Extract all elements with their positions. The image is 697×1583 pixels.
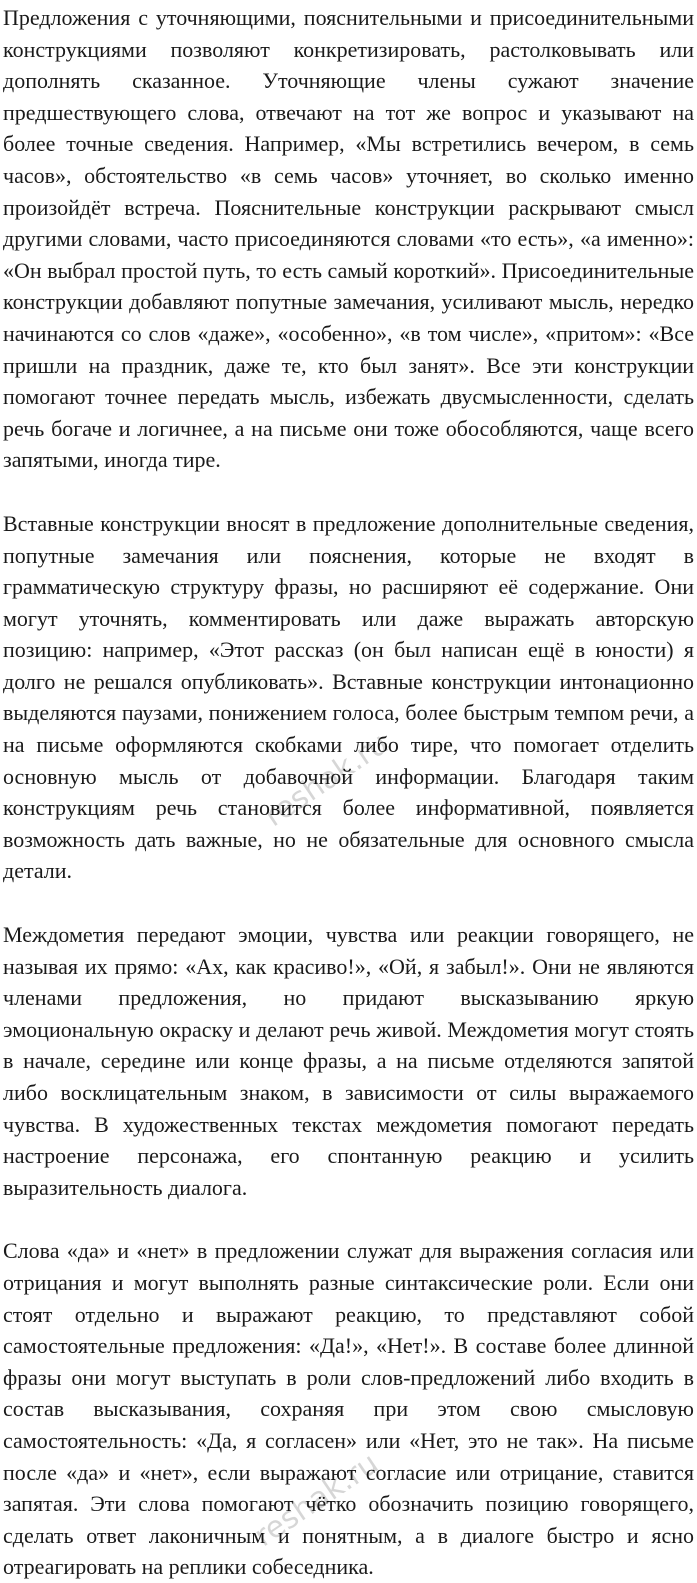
paragraph-parenthetical-constructions: Вставные конструкции вносят в предложение дополнительные сведения, попутные замечания или пояснения, которые не входят в грамматическую структуру фразы, но расширяют её содержание. Они могут уточнять, комментировать или даже выражать авторскую позицию: например, «Этот рассказ (он был написан ещё в юности) я долго не решался опубликовать». Вставные конструкции интонационно выделяются паузами, понижением голоса, более быстрым темпом речи, а на письме оформляются скобками либо тире, что помогает отделить основную мысль от добавочной информации. Благодаря таким конструкциям речь становится более информативной, появляется возможность дать важные, но не обязательные для основного смысла детали.: [3, 510, 694, 884]
paragraph-interjections: Междометия передают эмоции, чувства или реакции говорящего, не называя их прямо: «Ах, как красиво!», «Ой, я забыл!». Они не являются членами предложения, но придают высказыванию яркую эмоциональную окраску и делают речь живой. Междометия могут стоять в начале, середине или конце фразы, а на письме отделяются запятой либо восклицательным знаком, в зависимости от силы выражаемого чувства. В художественных текстах междометия помогают передать настроение персонажа, его спонтанную реакцию и усилить выразительность диалога.: [3, 922, 694, 1200]
paragraph-clarifying-constructions: Предложения с уточняющими, пояснительными и присоединительными конструкциями позволяют конкретизировать, растолковывать или дополнять сказанное. Уточняющие члены сужают значение предшествующего слова, отвечают на тот же вопрос и указывают на более точные сведения. Например, «Мы встретились вечером, в семь часов», обстоятельство «в семь часов» уточняет, во сколько именно произойдёт встреча. Пояснительные конструкции раскрывают смысл другими словами, часто присоединяются словами «то есть», «а именно»: «Он выбрал простой путь, то есть самый короткий». Присоединительные конструкции добавляют попутные замечания, усиливают мысль, нередко начинаются со слов «даже», «особенно», «в том числе», «притом»: «Все пришли на праздник, даже те, кто был занят». Все эти конструкции помогают точнее передать мысль, избежать двусмысленности, сделать речь богаче и логичнее, а на письме они тоже обособляются, чаще всего запятыми, иногда тире.: [3, 5, 694, 473]
paragraph-yes-no-words: Слова «да» и «нет» в предложении служат для выражения согласия или отрицания и могут выполнять разные синтаксические роли. Если они стоят отдельно и выражают реакцию, то представляют собой самостоятельные предложения: «Да!», «Нет!». В составе более длинной фразы они могут выступать в роли слов-предложений либо входить в состав высказывания, сохраняя при этом свою смысловую самостоятельность: «Да, я согласен» или «Нет, это не так». На письме после «да» и «нет», если выражают согласие или отрицание, ставится запятая. Эти слова помогают чётко обозначить позицию говорящего, сделать ответ лаконичным и понятным, а в диалоге быстро и ясно отреагировать на реплики собеседника.: [3, 1238, 694, 1580]
